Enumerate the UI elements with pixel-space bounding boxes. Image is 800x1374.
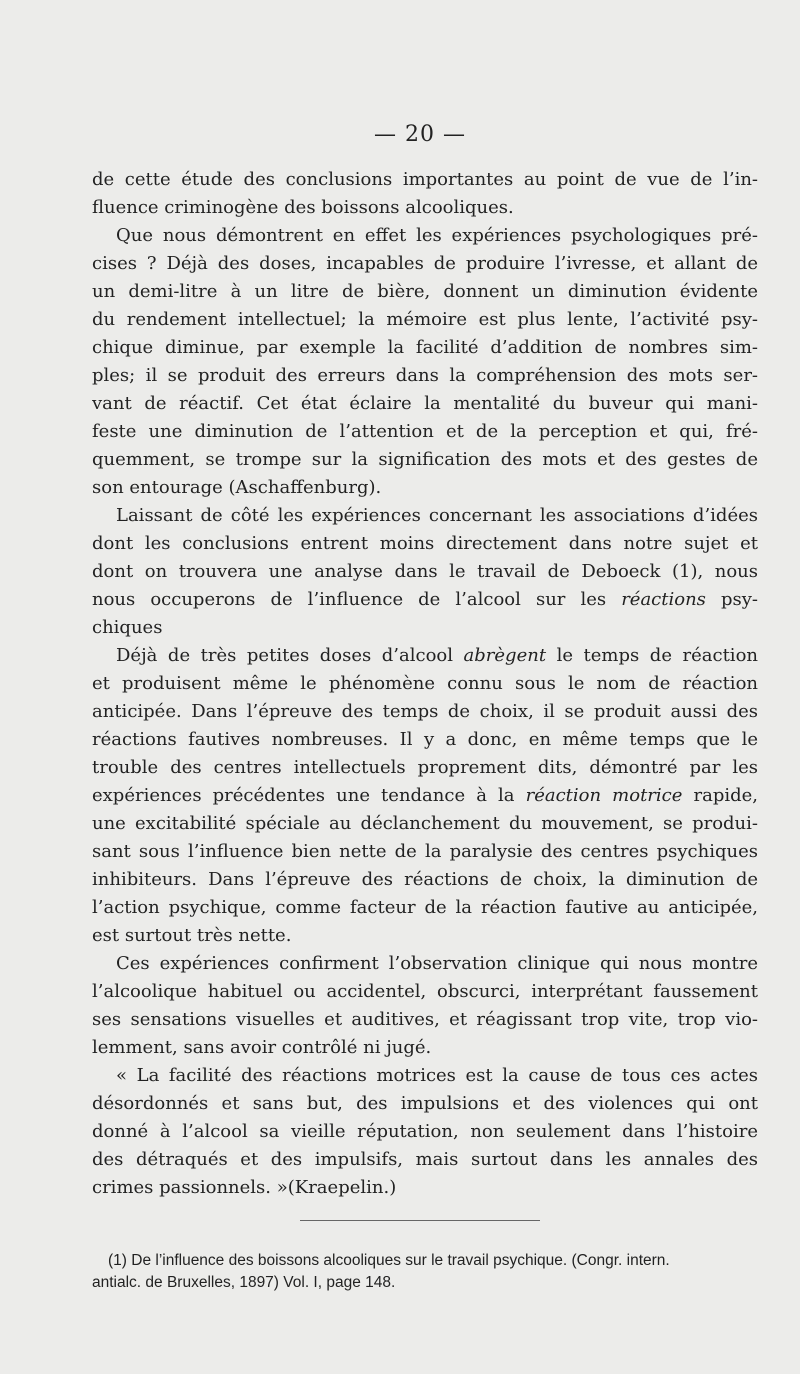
paragraph-3-line-1: Laissant de côté les expériences concernant les associations d’idées <box>116 505 758 526</box>
footnote-line-1: (1) De l’influence des boissons alcooliques sur le travail psychique. (Congr. intern. <box>108 1252 670 1269</box>
paragraph-5-line-4: lemment, sans avoir contrôlé ni jugé. <box>92 1037 432 1058</box>
paragraph-3-line-4-tail: psy- <box>705 589 758 610</box>
paragraph-4-line-1-pre: Déjà de très petites doses d’alcool <box>116 645 464 666</box>
paragraph-4-line-2: et produisent même le phénomène connu sous le nom de réaction <box>92 673 758 694</box>
footnote-line-2: antialc. de Bruxelles, 1897) Vol. I, page 148. <box>92 1274 396 1291</box>
paragraph-3-line-3: dont on trouvera une analyse dans le travail de Deboeck (1), nous <box>92 561 758 582</box>
paragraph-4-line-8: sant sous l’influence bien nette de la paralysie des centres psychiques <box>92 841 758 862</box>
body-text <box>92 166 758 1202</box>
paragraph-3-line-4 <box>92 586 758 614</box>
paragraph-4-line-7: une excitabilité spéciale au déclanchement du mouvement, se produi- <box>92 813 758 834</box>
paragraph-2-line-6: ples; il se produit des erreurs dans la compréhension des mots ser- <box>92 365 758 386</box>
footnote-divider <box>300 1220 540 1221</box>
paragraph-4-line-10: l’action psychique, comme facteur de la réaction fautive au anticipée, <box>92 897 758 918</box>
paragraph-3-line-5: chiques <box>92 617 163 638</box>
paragraph-2-line-8: feste une diminution de l’attention et de la perception et qui, fré- <box>92 421 758 442</box>
paragraph-5-line-3: ses sensations visuelles et auditives, et réagissant trop vite, trop vio- <box>92 1009 758 1030</box>
paragraph-4-line-1-post: le temps de réaction <box>546 645 758 666</box>
paragraph-4-line-6 <box>92 782 758 810</box>
paragraph-1-line-2: fluence criminogène des boissons alcooliques. <box>92 197 514 218</box>
paragraph-4-line-6-post: rapide, <box>682 785 758 806</box>
paragraph-2-line-10: son entourage (Aschaffenburg). <box>92 477 382 498</box>
paragraph-6-line-5: crimes passionnels. »(Kraepelin.) <box>92 1177 397 1198</box>
paragraph-2-line-5: chique diminue, par exemple la facilité d’addition de nombres sim- <box>92 337 758 358</box>
paragraph-3-line-4-text: nous occuperons de l’influence de l’alcool sur les <box>92 589 622 610</box>
paragraph-4-line-4: réactions fautives nombreuses. Il y a donc, en même temps que le <box>92 729 758 750</box>
paragraph-5-line-2: l’alcoolique habituel ou accidentel, obscurci, interprétant faussement <box>92 981 758 1002</box>
paragraph-2-line-7: vant de réactif. Cet état éclaire la mentalité du buveur qui mani- <box>92 393 758 414</box>
italic-reaction-motrice: réaction motrice <box>525 785 683 806</box>
paragraph-4-line-1 <box>92 642 758 670</box>
paragraph-2-line-4: du rendement intellectuel; la mémoire est plus lente, l’activité psy- <box>92 309 758 330</box>
italic-reactions: réactions <box>621 589 706 610</box>
page-number: — 20 — <box>374 122 466 147</box>
paragraph-6-line-4: des détraqués et des impulsifs, mais surtout dans les annales des <box>92 1149 758 1170</box>
paragraph-3-line-2: dont les conclusions entrent moins directement dans notre sujet et <box>92 533 758 554</box>
italic-abregent: abrègent <box>463 645 547 666</box>
paragraph-5-line-1: Ces expériences confirment l’observation clinique qui nous montre <box>116 953 758 974</box>
paragraph-2-line-1: Que nous démontrent en effet les expériences psychologiques pré- <box>116 225 758 246</box>
paragraph-6-line-3: donné à l’alcool sa vieille réputation, non seulement dans l’histoire <box>92 1121 758 1142</box>
paragraph-2-line-9: quemment, se trompe sur la signification des mots et des gestes de <box>92 449 758 470</box>
paragraph-1-line-1: de cette étude des conclusions importantes au point de vue de l’in- <box>92 169 758 190</box>
paragraph-6-line-1: « La facilité des réactions motrices est la cause de tous ces actes <box>116 1065 758 1086</box>
paragraph-4-line-6-pre: expériences précédentes une tendance à la <box>92 785 526 806</box>
paragraph-2-line-3: un demi-litre à un litre de bière, donnent un diminution évidente <box>92 281 758 302</box>
footnote <box>92 1250 758 1294</box>
paragraph-4-line-3: anticipée. Dans l’épreuve des temps de choix, il se produit aussi des <box>92 701 758 722</box>
paragraph-4-line-9: inhibiteurs. Dans l’épreuve des réactions de choix, la diminution de <box>92 869 758 890</box>
paragraph-2-line-2: cises ? Déjà des doses, incapables de produire l’ivresse, et allant de <box>92 253 758 274</box>
paragraph-4-line-11: est surtout très nette. <box>92 925 292 946</box>
paragraph-4-line-5: trouble des centres intellectuels proprement dits, démontré par les <box>92 757 758 778</box>
paragraph-6-line-2: désordonnés et sans but, des impulsions et des violences qui ont <box>92 1093 758 1114</box>
